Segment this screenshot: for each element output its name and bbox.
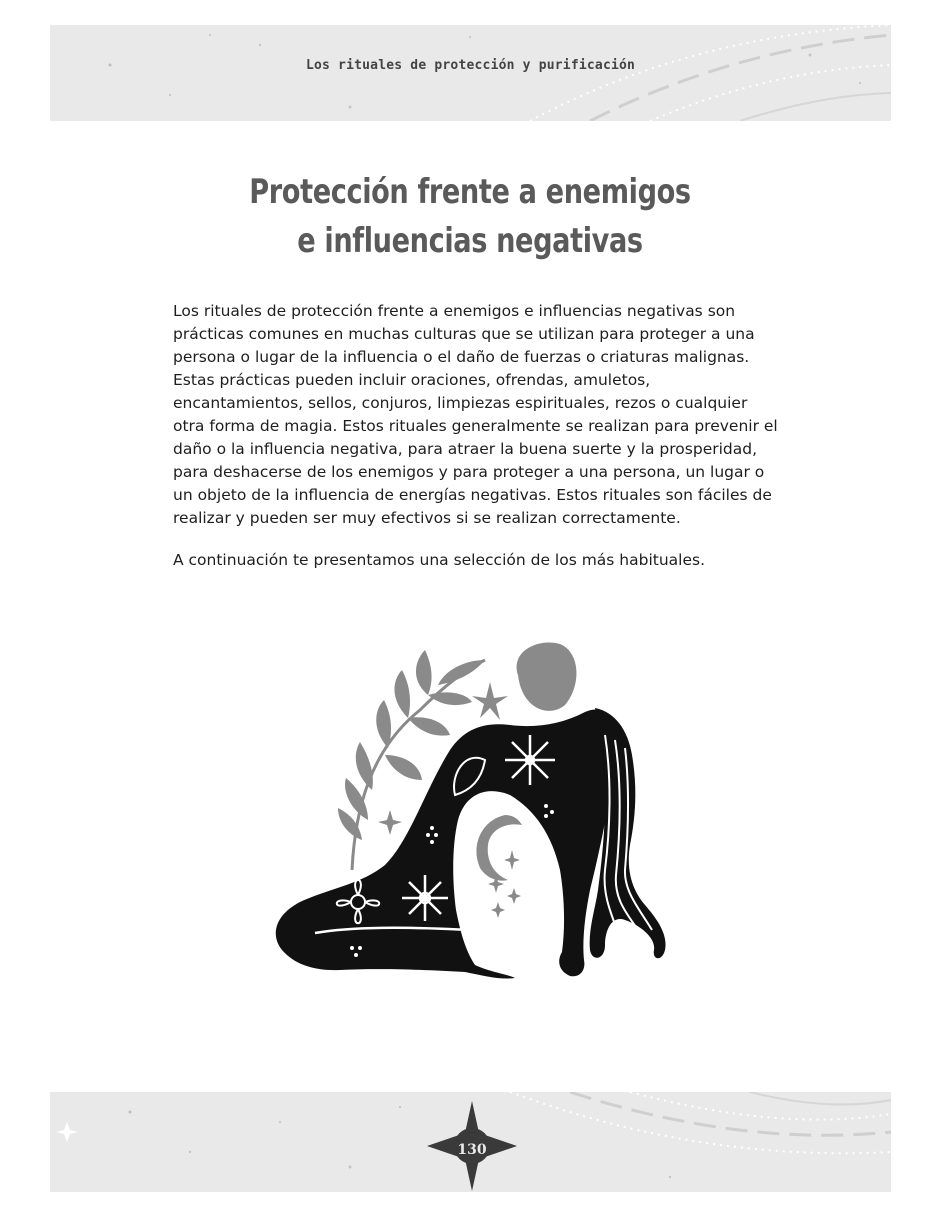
footer-band [50,1092,891,1192]
title-line-1: Protección frente a enemigos [249,172,691,212]
header-decoration [50,25,891,121]
sparkle-icon [472,682,508,720]
sparkle-icon [507,888,521,904]
woman-silhouette-illustration [260,630,680,990]
sparkle-icon [491,902,505,918]
running-head: Los rituales de protección y purificación [305,58,636,73]
flower-icon [505,735,555,785]
body-text [173,300,783,591]
page-number: 130 [457,1142,487,1158]
title-line-2: e influencias negativas [297,221,643,261]
silhouette-body [276,710,617,979]
sparkle-icon [378,810,402,835]
sparkle-icon [504,850,520,870]
paragraph-intro: Los rituales de protección frente a enemigos e influencias negativas son prácticas comunes en muchas culturas que se utilizan para proteger a una persona o lugar de la influencia o el daño de fuerzas o criaturas malignas. Estas prácticas pueden incluir oraciones, ofrendas, amuletos, encantamientos, sellos, conjuros, limpiezas espirituales, rezos o cualquier otra forma de magia. Estos rituales generalmente se realizan para prevenir el daño o la influencia negativa, para atraer la buena suerte y la prosperidad, para deshacerse de los enemigos y para proteger a una persona, un lugar o un objeto de la influencia de energías negativas. Estos rituales son fáciles de realizar y pueden ser muy efectivos si se realizan correctamente. [173,302,778,527]
page-title [214,168,726,266]
header-band [50,25,891,121]
crescent-moon-icon [476,815,522,881]
paragraph-selection: A continuación te presentamos una selección de los más habituales. [173,551,706,569]
moon-icon [517,642,577,710]
